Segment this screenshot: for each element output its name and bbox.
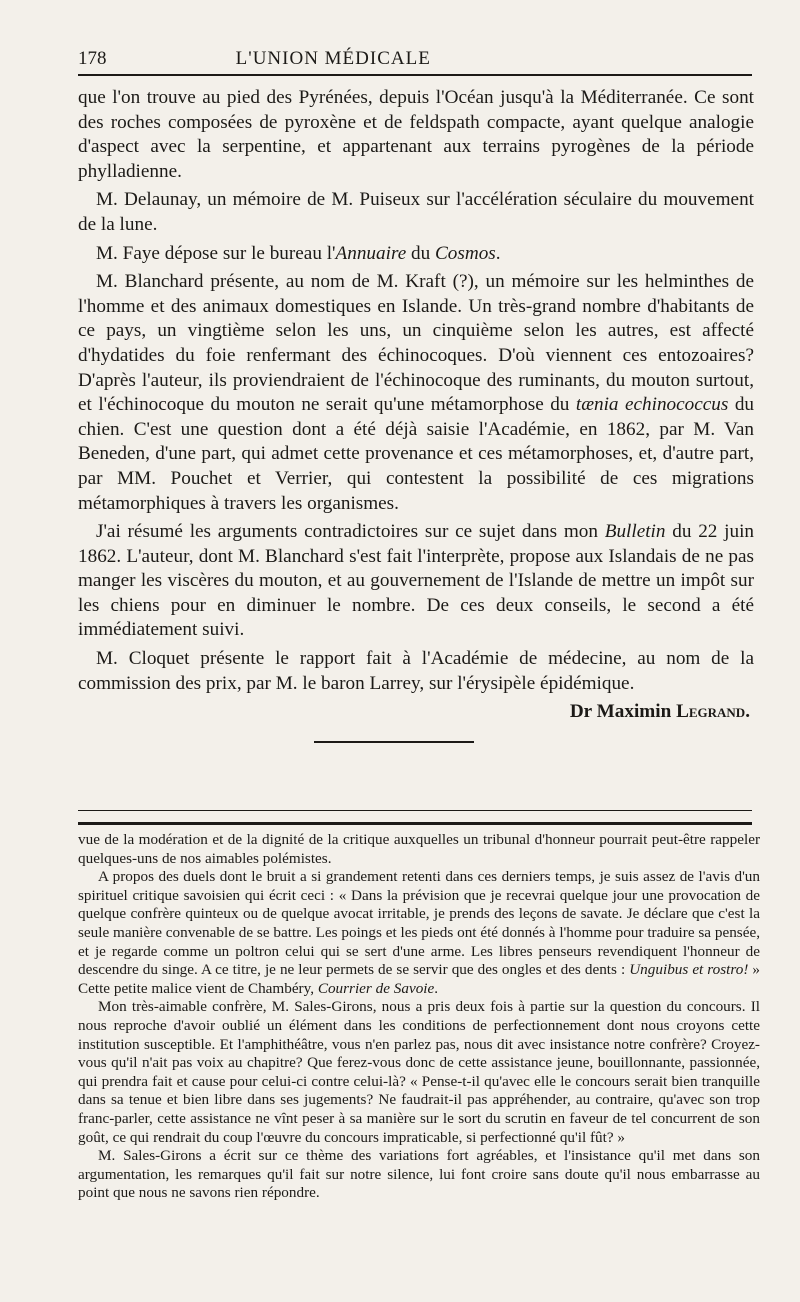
page-number: 178 xyxy=(78,48,107,69)
feuilleton-paragraph-argumentation: M. Sales-Girons a écrit sur ce thème des variations fort agréables, et l'insistance qu'il met dans son argumentation, les remarques qu'il fait sur notre silence, lui font croire sans doute qu'il nous embarrasse au point que nous ne savons rien répondre. xyxy=(78,1147,760,1202)
header-rule xyxy=(78,74,752,76)
journal-title: L'UNION MÉDICALE xyxy=(235,48,431,69)
section-end-rule xyxy=(314,741,474,743)
page-header xyxy=(78,40,752,70)
author-signature: Dr Maximin Legrand. xyxy=(569,701,750,723)
paragraph-cloquet: M. Cloquet présente le rapport fait à l'Académie de médecine, au nom de la commission des prix, par M. le baron Larrey, sur l'érysipèle épidémique. xyxy=(78,648,754,694)
feuilleton-column xyxy=(78,831,760,1203)
paragraph-faye: M. Faye dépose sur le bureau l'Annuaire du Cosmos. xyxy=(96,242,501,264)
feuilleton-paragraph-duels: A propos des duels dont le bruit a si grandement retenti dans ces derniers temps, je suis assez de l'avis d'un spirituel critique savoisien qui écrit ceci : « Dans la prévision que je recevrai quelque jour une provocation de quelque confrère quinteux ou de quelque avocat irritable, je prends des leçons de savate. Je déclare que c'est la seule manière convenable de se battre. Les poings et les pieds ont été donnés à l'homme pour traduire sa pensée, et je regarde comme un poltron celui qui se sert d'une arme. Les libres penseurs revendiquent l'honneur de descendre du singe. A ce titre, je ne leur permets de se servir que des ongles et des dents : Unguibus et rostro! » Cette petite malice vient de Chambéry, Courrier de Savoie. xyxy=(78,868,760,997)
upper-column xyxy=(78,86,754,725)
paragraph-pyrenees: que l'on trouve au pied des Pyrénées, depuis l'Océan jusqu'à la Méditerranée. Ce sont des roches composées de pyroxène et de feldspath compacte, ayant quelque analogie d'aspect avec la serpentine, et appartenant aux terrains pyrogènes de la période phylladienne. xyxy=(78,87,754,182)
paragraph-blanchard: M. Blanchard présente, au nom de M. Kraft (?), un mémoire sur les helminthes de l'homme et des animaux domestiques en Islande. Un très-grand nombre d'habitants de ce pays, un vingtième selon les uns, un cinquième selon les autres, est affecté d'hydatides du foie renfermant des échinocoques. D'où viennent ces entozoaires? D'après l'auteur, ils proviendraient de l'échinocoque des ruminants, du mouton surtout, et l'échinocoque du mouton ne serait qu'une métamorphose du tænia echinococcus du chien. C'est une question dont a été déjà saisie l'Académie, en 1862, par M. Van Beneden, d'une part, qui admet cette provenance et ces métamorphoses, et, d'autre part, par MM. Pouchet et Verrier, qui contestent la possibilité de ces migrations métamorphiques à travers les organismes. xyxy=(78,271,755,514)
feuilleton-rule-bottom xyxy=(78,822,752,825)
paragraph-delaunay: M. Delaunay, un mémoire de M. Puiseux sur l'accélération séculaire du mouvement de la lune. xyxy=(78,189,754,235)
feuilleton-rule-top xyxy=(78,810,752,811)
paragraph-bulletin: J'ai résumé les arguments contradictoires sur ce sujet dans mon Bulletin du 22 juin 1862. L'auteur, dont M. Blanchard s'est fait l'interprète, propose aux Islandais de ne pas manger les viscères du mouton, et au gouvernement de l'Islande de mettre un impôt sur les chiens pour en diminuer le nombre. De ces deux conseils, le second a été immédiatement suivi. xyxy=(78,521,754,641)
feuilleton-paragraph-sales-girons: Mon très-aimable confrère, M. Sales-Girons, nous a pris deux fois à partie sur la question du concours. Il nous reproche d'avoir oublié un élément dans les conditions de perfectionnement dont nous croyons cette institution susceptible. Et l'amphithéâtre, vous n'en parlez pas, nous dit avec insistance notre confrère? Croyez-vous qu'il n'ait pas voix au chapitre? Que ferez-vous donc de cette assistance jeune, bouillonnante, passionnée, qui prendra fait et cause pour celui-ci contre celui-là? « Pense-t-il qu'avec elle le concours serait bien tranquille dans sa tenue et bien libre dans ses jugements? Ne faudrait-il pas appréhender, au contraire, qu'avec son trop franc-parler, cette assistance ne vînt peser à sa manière sur le sort du scrutin en faveur de tel concurrent de son goût, ce qui rendrait du coup l'œuvre du concours impraticable, si perfectionné qu'il fût? » xyxy=(78,998,760,1146)
feuilleton-paragraph-moderation: vue de la modération et de la dignité de la critique auxquelles un tribunal d'honneur pourrait peut-être rappeler quelques-uns de nos aimables polémistes. xyxy=(78,831,760,867)
